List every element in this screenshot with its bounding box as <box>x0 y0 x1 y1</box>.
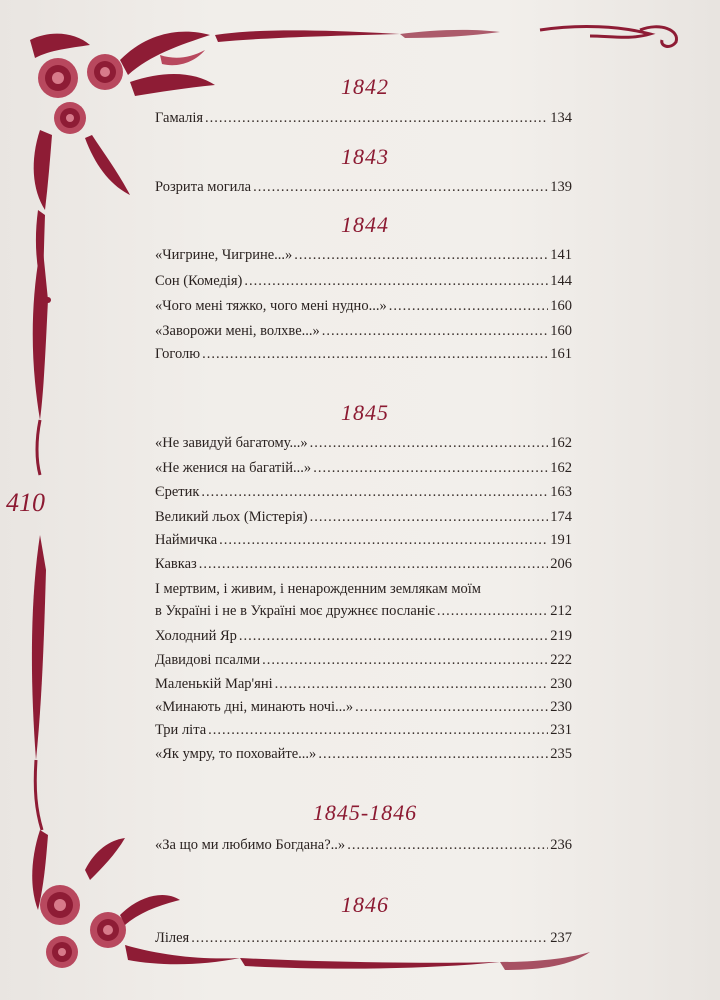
toc-entry[interactable] <box>155 651 572 669</box>
entry-title: Кавказ <box>155 556 197 572</box>
toc-entry[interactable] <box>155 929 572 947</box>
toc-entry[interactable] <box>155 322 572 340</box>
toc-entry[interactable] <box>155 345 572 363</box>
toc-entry[interactable] <box>155 178 572 196</box>
dot-leader <box>199 555 548 573</box>
entry-title: «Чигрине, Чигрине...» <box>155 247 293 263</box>
entry-page-number: 235 <box>550 746 572 762</box>
dot-leader <box>347 836 548 854</box>
toc-entry[interactable] <box>155 459 572 477</box>
entry-title: Розрита могила <box>155 179 252 195</box>
entry-page-number: 161 <box>550 346 572 362</box>
dot-leader <box>322 322 548 340</box>
dot-leader <box>201 483 548 501</box>
dot-leader <box>208 721 548 739</box>
dot-leader <box>219 531 548 549</box>
toc-entry[interactable] <box>155 836 572 854</box>
entry-title: Лілея <box>155 930 190 946</box>
entry-title: Наймичка <box>155 532 218 548</box>
toc-entry[interactable] <box>155 483 572 501</box>
section-year-heading: 1843 <box>341 144 389 169</box>
toc-entry[interactable] <box>155 109 572 127</box>
entry-title-line-1: І мертвим, і живим, і ненарожденним землякам моїм <box>155 581 481 597</box>
section-year-heading: 1842 <box>341 74 389 99</box>
toc-entry[interactable] <box>155 675 572 693</box>
entry-page-number: 230 <box>550 676 572 692</box>
entry-title: Гоголю <box>155 346 201 362</box>
toc-entry[interactable] <box>155 698 572 716</box>
toc-entry[interactable] <box>155 602 572 620</box>
entry-page-number: 162 <box>550 435 572 451</box>
entry-page-number: 222 <box>550 652 572 668</box>
section-year-heading: 1846 <box>341 892 389 917</box>
entry-title: «Минають дні, минають ночі...» <box>155 699 354 715</box>
dot-leader <box>389 297 549 315</box>
toc-entry[interactable] <box>155 721 572 739</box>
entry-page-number: 139 <box>550 179 572 195</box>
toc-entry[interactable] <box>155 297 572 315</box>
entry-page-number: 144 <box>550 273 572 289</box>
dot-leader <box>253 178 548 196</box>
dot-leader <box>275 675 549 693</box>
entry-page-number: 163 <box>550 484 572 500</box>
entry-page-number: 160 <box>550 323 572 339</box>
entry-page-number: 174 <box>550 509 572 525</box>
entry-page-number: 160 <box>550 298 572 314</box>
entry-page-number: 134 <box>550 110 572 126</box>
dot-leader <box>437 602 548 620</box>
toc-entry[interactable] <box>155 434 572 452</box>
dot-leader <box>244 272 548 290</box>
entry-title: Великий льох (Містерія) <box>155 509 308 525</box>
entry-page-number: 236 <box>550 837 572 853</box>
entry-title: «Заворожи мені, волхве...» <box>155 323 320 339</box>
toc-entry[interactable] <box>155 555 572 573</box>
dot-leader <box>355 698 548 716</box>
entry-page-number: 141 <box>550 247 572 263</box>
toc-entry[interactable] <box>155 745 572 763</box>
entry-page-number: 231 <box>550 722 572 738</box>
dot-leader <box>318 745 548 763</box>
section-year-heading: 1844 <box>341 212 389 237</box>
entry-title: Три літа <box>155 722 207 738</box>
dot-leader <box>191 929 548 947</box>
dot-leader <box>202 345 548 363</box>
entry-title-line-2: в Україні і не в Україні моє дружнєє посланіє <box>155 603 435 619</box>
dot-leader <box>310 434 549 452</box>
entry-page-number: 206 <box>550 556 572 572</box>
toc-entry[interactable] <box>155 508 572 526</box>
dot-leader <box>310 508 549 526</box>
entry-page-number: 191 <box>550 532 572 548</box>
entry-title: Єретик <box>155 484 200 500</box>
entry-title: «За що ми любимо Богдана?..» <box>155 837 346 853</box>
entry-title: «Не завидуй багатому...» <box>155 435 308 451</box>
dot-leader <box>205 109 548 127</box>
entry-title: «Як умру, то поховайте...» <box>155 746 317 762</box>
entry-title: Давидові псалми <box>155 652 261 668</box>
entry-title: «Чого мені тяжко, чого мені нудно...» <box>155 298 387 314</box>
dot-leader <box>262 651 548 669</box>
entry-title: Гамалія <box>155 110 204 126</box>
entry-title: Маленькій Мар'яні <box>155 676 273 692</box>
entry-page-number: 230 <box>550 699 572 715</box>
dot-leader <box>239 627 548 645</box>
page-number: 410 <box>6 488 45 517</box>
toc-entry[interactable] <box>155 272 572 290</box>
entry-page-number: 237 <box>550 930 572 946</box>
toc-entry[interactable] <box>155 531 572 549</box>
entry-page-number: 212 <box>550 603 572 619</box>
entry-title: «Не женися на багатій...» <box>155 460 312 476</box>
toc-entry[interactable] <box>155 627 572 645</box>
entry-page-number: 219 <box>550 628 572 644</box>
section-year-heading: 1845-1846 <box>312 800 418 825</box>
section-year-heading: 1845 <box>341 400 389 425</box>
toc-entry[interactable] <box>155 246 572 264</box>
entry-title: Холодний Яр <box>155 628 237 644</box>
dot-leader <box>294 246 548 264</box>
entry-page-number: 162 <box>550 460 572 476</box>
dot-leader <box>313 459 548 477</box>
entry-title: Сон (Комедія) <box>155 273 243 289</box>
